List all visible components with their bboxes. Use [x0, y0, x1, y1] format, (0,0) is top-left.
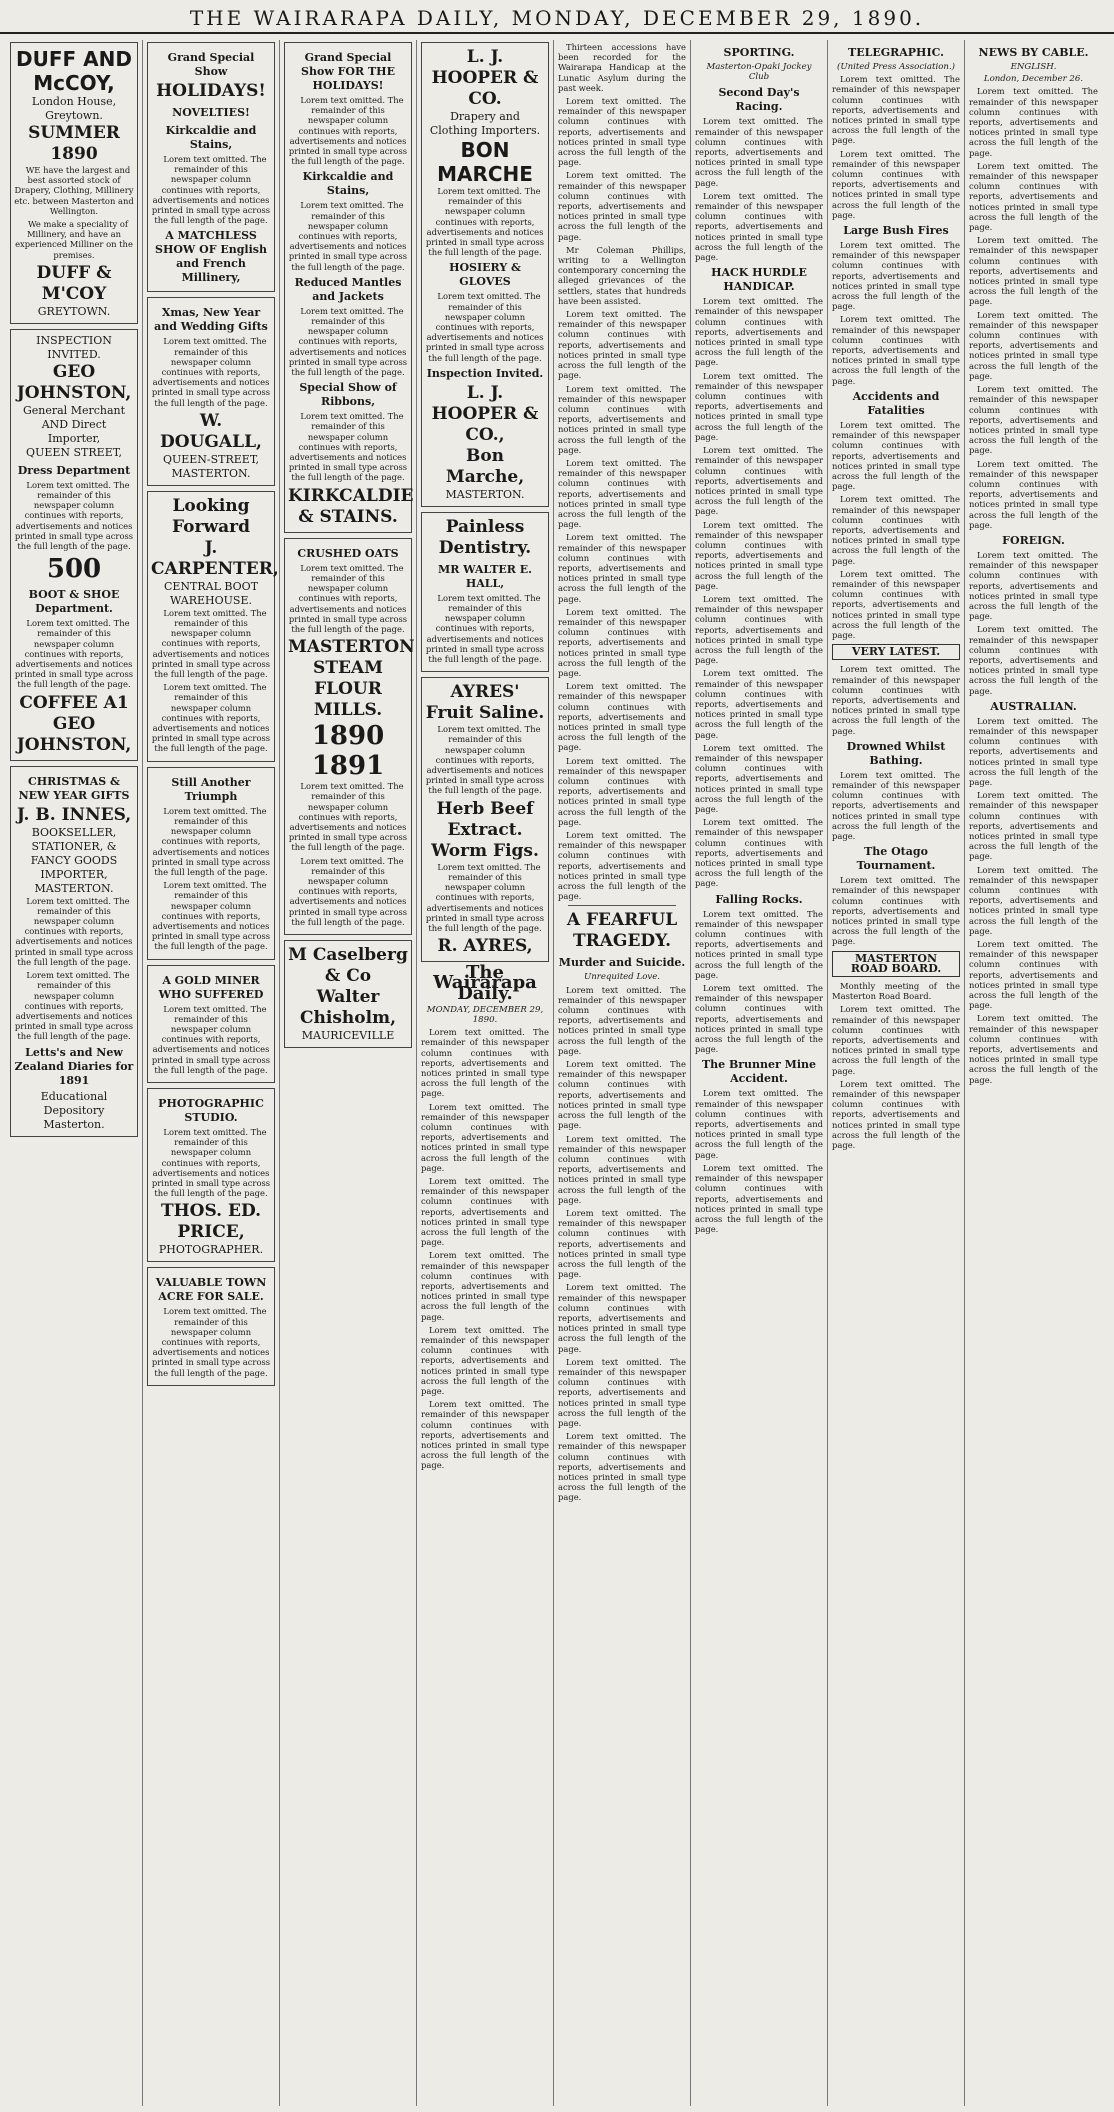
road-meeting: Monthly meeting of the Masterton Road Board.: [832, 981, 960, 1002]
filler-text: Lorem text omitted. The remainder of this newspaper column continues with reports, advertisements and notices printed in small type across the full length of the page.: [558, 1059, 686, 1131]
hall: MR WALTER E. HALL,: [438, 562, 532, 590]
crushed-oats: CRUSHED OATS: [297, 546, 399, 560]
filler-text: Lorem text omitted. The remainder of this newspaper column continues with reports, advertisements and notices printed in small type across the full length of the page.: [558, 830, 686, 902]
ks-name: Kirkcaldie and Stains,: [302, 170, 394, 198]
filler-text: Lorem text omitted. The remainder of this newspaper column continues with reports, advertisements and notices printed in small type across the full length of the page.: [558, 606, 686, 678]
filler-text: Lorem text omitted. The remainder of this newspaper column continues with reports, advertisements and notices printed in small type across the full length of the page.: [832, 314, 960, 386]
filler-text: Lorem text omitted. The remainder of this newspaper column continues with reports, advertisements and notices printed in small type across the full length of the page.: [425, 861, 545, 933]
duff-mccoy-title: DUFF AND McCOY,: [16, 47, 132, 95]
filler-text: Lorem text omitted. The remainder of this newspaper column continues with reports, advertisements and notices printed in small type across the full length of the page.: [969, 384, 1098, 456]
filler-text: Lorem text omitted. The remainder of this newspaper column continues with reports, advertisements and notices printed in small type across the full length of the page.: [558, 681, 686, 753]
accessions: Thirteen accessions have been recorded for the Wairarapa Handicap at the Lunatic Asylum during the past week.: [558, 42, 686, 93]
filler-text: Lorem text omitted. The remainder of this newspaper column continues with reports, advertisements and notices printed in small type across the full length of the page.: [832, 1078, 960, 1151]
filler-text: Lorem text omitted. The remainder of this newspaper column continues with reports, advertisements and notices printed in small type across the full length of the page.: [558, 1207, 686, 1280]
filler-text: Lorem text omitted. The remainder of this newspaper column continues with reports, advertisements and notices printed in small type across the full length of the page.: [969, 790, 1098, 862]
filler-text: Lorem text omitted. The remainder of this newspaper column continues with reports, advertisements and notices printed in small type across the full length of the page.: [695, 908, 823, 980]
filler-text: Lorem text omitted. The remainder of this newspaper column continues with reports, advertisements and notices printed in small type across the full length of the page.: [421, 1175, 549, 1248]
phillips: Mr Coleman Phillips, writing to a Wellington contemporary concerning the alleged grievances of the settlers, states that hundreds have been assisted.: [558, 244, 686, 306]
filler-text: Lorem text omitted. The remainder of this newspaper column continues with reports, advertisements and notices printed in small type across the full length of the page.: [969, 549, 1098, 622]
mine-accident: The Brunner Mine Accident.: [701, 1058, 817, 1086]
dress-dept: Dress Department: [17, 463, 131, 477]
boot-dept: BOOT & SHOE Department.: [28, 588, 120, 616]
chisholm: Walter Chisholm,: [300, 986, 396, 1028]
filler-text: Lorem text omitted. The remainder of this newspaper column continues with reports, advertisements and notices printed in small type across the full length of the page.: [288, 305, 408, 378]
murder-suicide: Murder and Suicide.: [558, 956, 686, 970]
filler-text: Lorem text omitted. The remainder of this newspaper column continues with reports, advertisements and notices printed in small type across the full length of the page.: [969, 715, 1098, 787]
filler-text: Lorem text omitted. The remainder of this newspaper column continues with reports, advertisements and notices printed in small type across the full length of the page.: [421, 1324, 549, 1397]
filler-text: Lorem text omitted. The remainder of this newspaper column continues with reports, advertisements and notices printed in small type across the full length of the page.: [969, 309, 1098, 381]
depot: Educational Depository Masterton.: [40, 1089, 108, 1131]
flour-mills: MASTERTON STEAM FLOUR MILLS.: [288, 637, 415, 721]
filler-text: Lorem text omitted. The remainder of this newspaper column continues with reports, advertisements and notices printed in small type across the full length of the page.: [832, 240, 960, 312]
filler-text: Lorem text omitted. The remainder of this newspaper column continues with reports, advertisements and notices printed in small type across the full length of the page.: [832, 875, 960, 947]
filler-text: Lorem text omitted. The remainder of this newspaper column continues with reports, advertisements and notices printed in small type across the full length of the page.: [969, 624, 1098, 696]
filler-text: Lorem text omitted. The remainder of this newspaper column continues with reports, advertisements and notices printed in small type across the full length of the page.: [558, 1133, 686, 1205]
inspection-label: INSPECTION INVITED.: [36, 333, 112, 361]
filler-text: Lorem text omitted. The remainder of this newspaper column continues with reports, advertisements and notices printed in small type across the full length of the page.: [288, 200, 408, 272]
filler-text: Lorem text omitted. The remainder of this newspaper column continues with reports, advertisements and notices printed in small type across the full length of the page.: [425, 291, 545, 363]
filler-text: Lorem text omitted. The remainder of this newspaper column continues with reports, advertisements and notices printed in small type across the full length of the page.: [421, 1399, 549, 1471]
fruit-saline: AYRES' Fruit Saline.: [425, 682, 545, 724]
hurdle-handicap: HACK HURDLE HANDICAP.: [711, 266, 807, 294]
ribbons: Special Show of Ribbons,: [299, 381, 397, 409]
johnston-role: General Merchant AND Direct Importer,: [22, 403, 126, 445]
filler-text: Lorem text omitted. The remainder of this newspaper column continues with reports, advertisements and notices printed in small type across the full length of the page.: [695, 1162, 823, 1235]
number-500: 500: [46, 554, 102, 585]
filler-text: Lorem text omitted. The remainder of this newspaper column continues with reports, advertisements and notices printed in small type across the full length of the page.: [695, 445, 823, 517]
paper-date: MONDAY, DECEMBER 29, 1890.: [426, 1004, 544, 1025]
filler-text: Lorem text omitted. The remainder of this newspaper column continues with reports, advertisements and notices printed in small type across the full length of the page.: [695, 742, 823, 814]
column-4: [417, 40, 554, 2106]
filler-text: Lorem text omitted. The remainder of this newspaper column continues with reports, advertisements and notices printed in small type across the full length of the page.: [14, 895, 134, 967]
filler-text: Lorem text omitted. The remainder of this newspaper column continues with reports, advertisements and notices printed in small type across the full length of the page.: [288, 95, 408, 167]
filler-text: Lorem text omitted. The remainder of this newspaper column continues with reports, advertisements and notices printed in small type across the full length of the page.: [969, 939, 1098, 1011]
sale-ad: [147, 1267, 275, 1385]
filler-text: Lorem text omitted. The remainder of this newspaper column continues with reports, advertisements and notices printed in small type across the full length of the page.: [558, 532, 686, 604]
novelties: NOVELTIES!: [172, 106, 250, 119]
duff-mccoy-sub: London House, Greytown.: [31, 95, 117, 122]
ks-show-ad: [284, 42, 412, 533]
ayres-name: R. AYRES,: [437, 936, 533, 957]
mauriceville: MAURICEVILLE: [301, 1028, 395, 1042]
filler-text: Lorem text omitted. The remainder of this newspaper column continues with reports, advertisements and notices printed in small type across the full length of the page.: [969, 235, 1098, 307]
accidents: Accidents and Fatalities: [852, 389, 940, 417]
carpenter-ad: [147, 491, 279, 762]
hooper: L. J. HOOPER & CO.: [431, 47, 539, 109]
jockey-club: Masterton-Opaki Jockey Club: [706, 62, 812, 83]
telegraphic-head: TELEGRAPHIC.: [848, 46, 944, 59]
filler-text: Lorem text omitted. The remainder of this newspaper column continues with reports, advertisements and notices printed in small type across the full length of the page.: [425, 592, 545, 665]
hosiery: HOSIERY & GLOVES: [449, 261, 521, 289]
xmas-gifts: CHRISTMAS & NEW YEAR GIFTS: [18, 774, 130, 802]
dougall-place: QUEEN-STREET, MASTERTON.: [162, 452, 260, 480]
innes-name: J. B. INNES,: [16, 804, 132, 825]
falling-rocks: Falling Rocks.: [715, 892, 803, 906]
divider: [568, 905, 676, 906]
filler-text: Lorem text omitted. The remainder of this newspaper column continues with reports, advertisements and notices printed in small type across the full length of the page.: [14, 479, 134, 552]
very-latest: VERY LATEST.: [832, 644, 960, 660]
filler-text: Lorem text omitted. The remainder of this newspaper column continues with reports, advertisements and notices printed in small type across the full length of the page.: [288, 781, 408, 853]
filler-text: Lorem text omitted. The remainder of this newspaper column continues with reports, advertisements and notices printed in small type across the full length of the page.: [151, 1306, 271, 1378]
filler-text: Lorem text omitted. The remainder of this newspaper column continues with reports, advertisements and notices printed in small type across the full length of the page.: [695, 519, 823, 591]
years: 1890 1891: [311, 721, 385, 782]
filler-text: Lorem text omitted. The remainder of this newspaper column continues with reports, advertisements and notices printed in small type across the full length of the page.: [695, 370, 823, 442]
column-5: [554, 40, 691, 2106]
filler-text: Lorem text omitted. The remainder of this newspaper column continues with reports, advertisements and notices printed in small type across the full length of the page.: [151, 880, 271, 952]
diaries: Letts's and New Zealand Diaries for 1891: [14, 1045, 134, 1087]
triumph-ad: [147, 767, 275, 960]
filler-text: Lorem text omitted. The remainder of this newspaper column continues with reports, advertisements and notices printed in small type across the full length of the page.: [695, 190, 823, 263]
filler-text: Lorem text omitted. The remainder of this newspaper column continues with reports, advertisements and notices printed in small type across the full length of the page.: [832, 419, 960, 492]
filler-text: Lorem text omitted. The remainder of this newspaper column continues with reports, advertisements and notices printed in small type across the full length of the page.: [288, 855, 408, 927]
filler-text: Lorem text omitted. The remainder of this newspaper column continues with reports, advertisements and notices printed in small type across the full length of the page.: [558, 755, 686, 827]
filler-text: Lorem text omitted. The remainder of this newspaper column continues with reports, advertisements and notices printed in small type across the full length of the page.: [969, 160, 1098, 233]
ayres-ad: [421, 677, 549, 962]
kirk-big: KIRKCALDIE & STAINS.: [288, 485, 414, 527]
column-1: [6, 40, 143, 2106]
kirkcaldie: Kirkcaldie and Stains,: [165, 124, 257, 151]
worm-figs: Worm Figs.: [431, 840, 539, 861]
filler-text: Lorem text omitted. The remainder of this newspaper column continues with reports, advertisements and notices printed in small type across the full length of the page.: [969, 864, 1098, 936]
dougall-ad: [147, 297, 275, 485]
filler-text: Lorem text omitted. The remainder of this newspaper column continues with reports, advertisements and notices printed in small type across the full length of the page.: [558, 1431, 686, 1503]
filler-text: Lorem text omitted. The remainder of this newspaper column continues with reports, advertisements and notices printed in small type across the full length of the page.: [832, 769, 960, 841]
filler-text: Lorem text omitted. The remainder of this newspaper column continues with reports, advertisements and notices printed in small type across the full length of the page.: [425, 724, 545, 796]
dentist-ad: [421, 512, 549, 672]
filler-text: Lorem text omitted. The remainder of this newspaper column continues with reports, advertisements and notices printed in small type across the full length of the page.: [832, 1004, 960, 1076]
drapery: Drapery and Clothing Importers.: [429, 110, 541, 137]
second-day: Second Day's Racing.: [718, 86, 800, 114]
filler-text: Lorem text omitted. The remainder of this newspaper column continues with reports, advertisements and notices printed in small type across the full length of the page.: [695, 1088, 823, 1160]
duff-body: WE have the largest and best assorted stock of Drapery, Clothing, Millinery etc. between Masterton and Wellington.: [14, 165, 134, 216]
filler-text: Lorem text omitted. The remainder of this newspaper column continues with reports, advertisements and notices printed in small type across the full length of the page.: [969, 1013, 1098, 1085]
central-boot: CENTRAL BOOT WAREHOUSE.: [163, 579, 259, 607]
column-6: [691, 40, 828, 2106]
invited: Inspection Invited.: [426, 366, 544, 380]
hooper-2: L. J. HOOPER & CO.,: [431, 382, 539, 445]
holidays: HOLIDAYS!: [156, 81, 266, 101]
london-dateline: London, December 26.: [983, 74, 1084, 85]
hooper-ad: [421, 42, 549, 507]
filler-text: Lorem text omitted. The remainder of this newspaper column continues with reports, advertisements and notices printed in small type across the full length of the page.: [558, 1356, 686, 1428]
filler-text: Lorem text omitted. The remainder of this newspaper column continues with reports, advertisements and notices printed in small type across the full length of the page.: [695, 817, 823, 889]
xmas-gifts-2: Xmas, New Year and Wedding Gifts: [154, 306, 268, 334]
duff-firm: DUFF & M'COY: [36, 262, 112, 304]
cable-news: NEWS BY CABLE.: [978, 46, 1089, 59]
filler-text: Lorem text omitted. The remainder of this newspaper column continues with reports, advertisements and notices printed in small type across the full length of the page.: [558, 1282, 686, 1354]
duff-note: We make a speciality of Millinery, and have an experienced Milliner on the premises.: [15, 219, 133, 260]
filler-text: Lorem text omitted. The remainder of this newspaper column continues with reports, advertisements and notices printed in small type across the full length of the page.: [695, 983, 823, 1055]
beef-extract: Herb Beef Extract.: [436, 798, 534, 840]
filler-text: Lorem text omitted. The remainder of this newspaper column continues with reports, advertisements and notices printed in small type across the full length of the page.: [151, 154, 271, 226]
town-acre: VALUABLE TOWN ACRE FOR SALE.: [155, 1276, 267, 1304]
column-8: [965, 40, 1102, 2106]
filler-text: Lorem text omitted. The remainder of this newspaper column continues with reports, advertisements and notices printed in small type across the full length of the page.: [832, 74, 960, 146]
gold-miner-ad: [147, 965, 275, 1083]
filler-text: Lorem text omitted. The remainder of this newspaper column continues with reports, advertisements and notices printed in small type across the full length of the page.: [421, 1101, 549, 1173]
press-assoc: (United Press Association.): [836, 62, 956, 72]
duff-place: GREYTOWN.: [37, 304, 111, 318]
johnston-name-2: GEO JOHNSTON,: [16, 713, 132, 755]
filler-text: Lorem text omitted. The remainder of this newspaper column continues with reports, advertisements and notices printed in small type across the full length of the page.: [425, 186, 545, 258]
johnston-name: GEO JOHNSTON,: [16, 361, 132, 403]
filler-text: Lorem text omitted. The remainder of this newspaper column continues with reports, advertisements and notices printed in small type across the full length of the page.: [14, 618, 134, 690]
filler-text: Lorem text omitted. The remainder of this newspaper column continues with reports, advertisements and notices printed in small type across the full length of the page.: [695, 296, 823, 368]
photo-studio: PHOTOGRAPHIC STUDIO.: [158, 1096, 264, 1124]
filler-text: Lorem text omitted. The remainder of this newspaper column continues with reports, advertisements and notices printed in small type across the full length of the page.: [969, 458, 1098, 530]
filler-text: Lorem text omitted. The remainder of this newspaper column continues with reports, advertisements and notices printed in small type across the full length of the page.: [151, 1003, 271, 1075]
filler-text: Lorem text omitted. The remainder of this newspaper column continues with reports, advertisements and notices printed in small type across the full length of the page.: [832, 494, 960, 566]
johnston-street: QUEEN STREET,: [26, 445, 122, 459]
duff-mccoy-ad: [10, 42, 138, 324]
paper-title: The Wairarapa Daily.: [433, 962, 537, 1004]
tragedy-head: A FEARFUL TRAGEDY.: [566, 910, 678, 952]
caselberg-ad: [284, 940, 412, 1048]
filler-text: Lorem text omitted. The remainder of this newspaper column continues with reports, advertisements and notices printed in small type across the full length of the page.: [151, 607, 271, 680]
filler-text: Lorem text omitted. The remainder of this newspaper column continues with reports, advertisements and notices printed in small type across the full length of the page.: [695, 668, 823, 740]
filler-text: Lorem text omitted. The remainder of this newspaper column continues with reports, advertisements and notices printed in small type across the full length of the page.: [558, 984, 686, 1056]
filler-text: Lorem text omitted. The remainder of this newspaper column continues with reports, advertisements and notices printed in small type across the full length of the page.: [695, 593, 823, 666]
filler-text: Lorem text omitted. The remainder of this newspaper column continues with reports, advertisements and notices printed in small type across the full length of the page.: [695, 116, 823, 188]
english-head: ENGLISH.: [1010, 62, 1057, 72]
filler-text: Lorem text omitted. The remainder of this newspaper column continues with reports, advertisements and notices printed in small type across the full length of the page.: [969, 86, 1098, 158]
reduced-mantles: Reduced Mantles and Jackets: [294, 275, 402, 303]
oats-ad: [284, 538, 415, 935]
filler-text: Lorem text omitted. The remainder of this newspaper column continues with reports, advertisements and notices printed in small type across the full length of the page.: [421, 1027, 549, 1099]
masterton: MASTERTON.: [445, 487, 525, 501]
column-3: [280, 40, 417, 2106]
filler-text: Lorem text omitted. The remainder of this newspaper column continues with reports, advertisements and notices printed in small type across the full length of the page.: [151, 336, 271, 408]
filler-text: Lorem text omitted. The remainder of this newspaper column continues with reports, advertisements and notices printed in small type across the full length of the page.: [558, 170, 686, 242]
foreign-head: FOREIGN.: [1002, 533, 1065, 547]
filler-text: Lorem text omitted. The remainder of this newspaper column continues with reports, advertisements and notices printed in small type across the full length of the page.: [832, 568, 960, 640]
filler-text: Lorem text omitted. The remainder of this newspaper column continues with reports, advertisements and notices printed in small type across the full length of the page.: [558, 383, 686, 455]
coffee-label: COFFEE A1: [19, 692, 129, 713]
filler-text: Lorem text omitted. The remainder of this newspaper column continues with reports, advertisements and notices printed in small type across the full length of the page.: [14, 970, 134, 1042]
filler-text: Lorem text omitted. The remainder of this newspaper column continues with reports, advertisements and notices printed in small type across the full length of the page.: [151, 1126, 271, 1199]
column-2: [143, 40, 280, 2106]
newspaper-masthead: THE WAIRARAPA DAILY, MONDAY, DECEMBER 29, 1890.: [0, 0, 1114, 34]
ks-show: Grand Special Show FOR THE HOLIDAYS!: [301, 51, 395, 92]
filler-text: Lorem text omitted. The remainder of this newspaper column continues with reports, advertisements and notices printed in small type across the full length of the page.: [288, 562, 408, 634]
bon-marche: BON MARCHE: [437, 138, 533, 186]
filler-text: Lorem text omitted. The remainder of this newspaper column continues with reports, advertisements and notices printed in small type across the full length of the page.: [421, 1250, 549, 1322]
price-ad: [147, 1088, 275, 1262]
otago-tournament: The Otago Tournament.: [856, 845, 936, 873]
road-board: MASTERTON ROAD BOARD.: [832, 951, 960, 977]
grand-show: Grand Special Show: [167, 51, 255, 78]
australian-head: AUSTRALIAN.: [990, 699, 1077, 713]
filler-text: Lorem text omitted. The remainder of this newspaper column continues with reports, advertisements and notices printed in small type across the full length of the page.: [558, 457, 686, 530]
triumph: Still Another Triumph: [171, 775, 251, 803]
gold-miner: A GOLD MINER WHO SUFFERED: [158, 973, 264, 1001]
bon-marche-2: Bon Marche,: [445, 445, 525, 487]
dentistry: Painless Dentistry.: [438, 516, 532, 558]
innes-role: BOOKSELLER, STATIONER, & FANCY GOODS IMPORTER, MASTERTON.: [30, 825, 118, 895]
filler-text: Lorem text omitted. The remainder of this newspaper column continues with reports, advertisements and notices printed in small type across the full length of the page.: [288, 411, 408, 483]
filler-text: Lorem text omitted. The remainder of this newspaper column continues with reports, advertisements and notices printed in small type across the full length of the page.: [558, 309, 686, 381]
filler-text: Lorem text omitted. The remainder of this newspaper column continues with reports, advertisements and notices printed in small type across the full length of the page.: [151, 805, 271, 877]
price: THOS. ED. PRICE,: [160, 1201, 262, 1243]
summer-label: SUMMER 1890: [28, 123, 120, 164]
dougall: W. DOUGALL,: [160, 410, 262, 452]
caselberg: M Caselberg & Co: [288, 944, 408, 986]
bush-fires: Large Bush Fires: [843, 224, 949, 238]
johnston-ad: [10, 329, 138, 761]
innes-ad: [10, 766, 138, 1137]
sporting-head: SPORTING.: [723, 46, 795, 59]
filler-text: Lorem text omitted. The remainder of this newspaper column continues with reports, advertisements and notices printed in small type across the full length of the page.: [558, 96, 686, 168]
column-7: [828, 40, 965, 2106]
unrequited: Unrequited Love.: [583, 972, 661, 983]
filler-text: Lorem text omitted. The remainder of this newspaper column continues with reports, advertisements and notices printed in small type across the full length of the page.: [832, 148, 960, 220]
grand-show-ad: [147, 42, 275, 292]
carpenter: J. CARPENTER,: [151, 537, 279, 579]
matchless-show: A MATCHLESS SHOW OF English and French Millinery,: [155, 229, 267, 285]
looking-forward: Looking Forward: [172, 495, 250, 537]
newspaper-columns: [6, 40, 1108, 2106]
filler-text: Lorem text omitted. The remainder of this newspaper column continues with reports, advertisements and notices printed in small type across the full length of the page.: [151, 682, 271, 754]
filler-text: Lorem text omitted. The remainder of this newspaper column continues with reports, advertisements and notices printed in small type across the full length of the page.: [832, 664, 960, 736]
price-role: PHOTOGRAPHER.: [158, 1243, 264, 1257]
drowned: Drowned Whilst Bathing.: [846, 739, 946, 767]
